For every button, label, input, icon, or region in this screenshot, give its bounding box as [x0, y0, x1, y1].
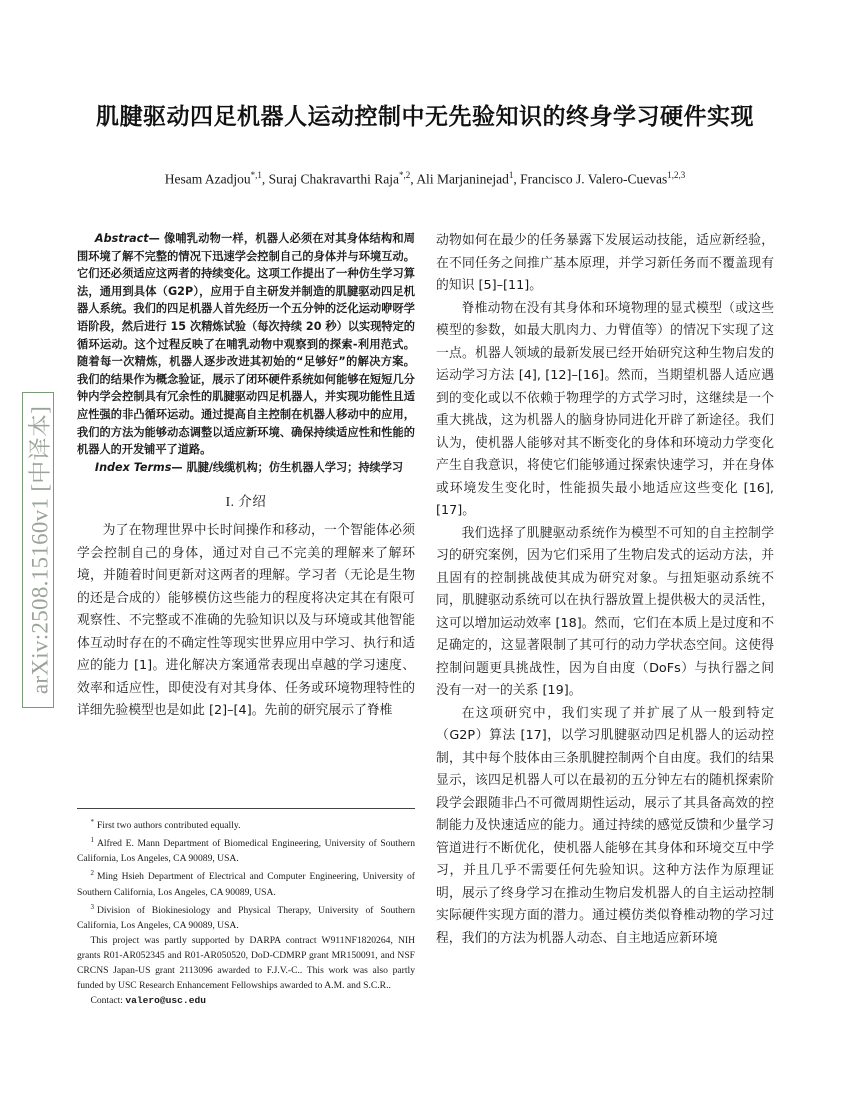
index-terms [77, 459, 415, 477]
footnote-text: First two authors contributed equally. [96, 820, 241, 832]
footnote-marker: * [90, 818, 94, 826]
author-name: Hesam Azadjou [164, 171, 251, 187]
body-paragraph: 我们选择了肌腱驱动系统作为模型不可知的自主控制学习的研究案例，因为它们采用了生物启发式的运动方法，并且固有的控制挑战使其成为研究对象。与扭矩驱动系统不同，肌腱驱动系统可以在执行器放置上提供极大的灵活性，这可以增加运动效率 [18]。然而，它们在本质上是过度和不足确定的，这显著限制了其可行的动力学状态空间。这使得控制问题更具挑战性，因为自由度（DoFs）与执行器之间没有一对一的关系 [19]。 [436, 525, 774, 698]
author-name: Suraj Chakravarthi Raja [268, 171, 400, 187]
contact-label: Contact: [90, 994, 123, 1006]
author-list: Hesam Azadjou$^{*,1}$, Suraj Chakravarthi Raja$^{*,2}$, Ali Marjaninejad$^1$, Francisco J. Valero-Cuevas$^{1,2,3}$ [164, 170, 686, 187]
footnote-marker: 1 [90, 836, 94, 845]
index-terms-text: — 肌腱/线缆机构；仿生机器人学习；持续学习 [171, 460, 404, 474]
abstract [77, 230, 415, 459]
right-column [436, 230, 774, 950]
body-paragraph: 为了在物理世界中长时间操作和移动，一个智能体必须学会控制自己的身体，通过对自己不完美的理解来了解环境，并随着时间更新对这两者的理解。学习者（无论是生物的还是合成的）能够模仿这些能力的程度将决定其在有限可观察性、不完整或不准确的先验知识以及与环境或其他智能体互动时存在的不确定性等现实世界应用中学习、执行和适应的能力 [1]。进化解决方案通常表现出卓越的学习速度、效率和适应性，即使没有对其身体、任务或环境物理特性的详细先验模型也是如此 [2]–[4]。先前的研究展示了脊椎 [77, 523, 415, 719]
left-column [77, 230, 415, 723]
index-terms-label: Index Terms [94, 460, 172, 474]
footnote-marker: 3 [90, 902, 94, 911]
body-paragraph: 在这项研究中，我们实现了并扩展了从一般到特定（G2P）算法 [17]，以学习肌腱驱动四足机器人的运动控制，其中每个肢体由三条肌腱控制两个自由度。我们的结果显示，该四足机器人可以在最初的五分钟左右的随机探索阶段学会跟随非凸不可微周期性运动，展示了其具备高效的控制能力及快速适应的能力。通过持续的感觉反馈和少量学习管道进行不断优化，使机器人能够在其身体和环境交互中学习，并且几乎不需要任何先验知识。这种方法作为原理证明，展示了终身学习在推动生物启发机器人的自主运动控制实际硬件实现方面的潜力。通过模仿类似脊椎动物的学习过程，我们的方法为机器人动态、自主地适应新环境 [436, 705, 774, 946]
author-name: Ali Marjaninejad [416, 171, 509, 187]
footnote-marker: 2 [90, 869, 94, 878]
footnote-text: Division of Biokinesiology and Physical Therapy, University of Southern California, Los Angeles, CA 90089, USA. [77, 904, 415, 931]
author-affiliation-marker: *,1 [250, 170, 262, 180]
author-affiliation-marker: 1,2,3 [667, 170, 686, 180]
footnotes [77, 808, 415, 1008]
footnote-affiliation [77, 833, 415, 866]
abstract-label: Abstract [94, 232, 149, 245]
footnote-contact [77, 993, 415, 1008]
footnote-text: Ming Hsieh Department of Electrical and Computer Engineering, University of Southern California, Los Angeles, CA 90089, USA. [77, 871, 415, 898]
body-paragraph: 动物如何在最少的任务暴露下发展运动技能，适应新经验，在不同任务之间推广基本原理，并学习新任务而不覆盖现有的知识 [5]–[11]。 [436, 233, 774, 293]
author-affiliation-marker: *,2 [399, 170, 411, 180]
contact-email[interactable]: valero@usc.edu [125, 994, 206, 1006]
paper-title: 肌腱驱动四足机器人运动控制中无先验知识的终身学习硬件实现 [96, 104, 754, 130]
abstract-text: — 像哺乳动物一样，机器人必须在对其身体结构和周围环境了解不完整的情况下迅速学会控制自己的身体并与环境互动。它们还必须适应这两者的持续变化。这项工作提出了一种仿生学习算法，通用到具体（G2P），应用于自主研发并制造的肌腱驱动四足机器人系统。我们的四足机器人首先经历一个五分钟的泛化运动咿呀学语阶段，然后进行 15 次精炼试验（每次持续 20 秒）以实现特定的循环运动。这个过程反映了在哺乳动物中观察到的探索-利用范式。随着每一次精炼，机器人逐步改进其初始的“足够好”的解决方案。我们的结果作为概念验证，展示了闭环硬件系统如何能够在短短几分钟内学会控制具有冗余性的肌腱驱动四足机器人，并实现功能性且适应性强的非凸循环运动。通过提高自主控制在机器人移动中的应用，我们的方法为能够动态调整以适应新环境、确保持续适应性和性能的机器人的开发铺平了道路。 [77, 232, 415, 457]
footnote-affiliation [77, 900, 415, 933]
author-name: Francisco J. Valero-Cuevas [520, 171, 668, 187]
author-affiliation-marker: 1 [508, 170, 514, 180]
footnote-equal-contribution [77, 815, 415, 833]
footnote-funding: This project was partly supported by DARPA contract W911NF1820264, NIH grants R01-AR052345 and R01-AR050520, DoD-CDMRP grant MR150091, and NSF CRCNS Japan-US grant 2113096 awarded to F.J.V.-C.. This work was also partly funded by USC Research Enhancement Fellowships awarded to A.M. and S.C.R.. [77, 934, 415, 991]
arxiv-side-stamp [22, 392, 54, 708]
footnote-text: Alfred E. Mann Department of Biomedical Engineering, University of Southern California, Los Angeles, CA 90089, USA. [77, 838, 415, 865]
section-heading: I. 介绍 [225, 494, 267, 510]
body-paragraph: 脊椎动物在没有其身体和环境物理的显式模型（或这些模型的参数，如最大肌肉力、力臂值等）的情况下实现了这一点。机器人领域的最新发展已经开始研究这种生物启发的运动学习方法 [4], [12]–[16]。然而，当期望机器人适应遇到的变化或以不依赖于物理学的方式学习时，这继续是一个重大挑战，这为机器人的脑身协同进化开辟了新途径。我们认为，使机器人能够对其不断变化的身体和环境动力学变化产生自我意识，将使它们能够通过探索快速学习，并在身体或环境发生变化时，性能损失最小地适应这些变化 [16], [17]。 [436, 300, 774, 518]
arxiv-id: arXiv:2508.15160v1 [中译本] [27, 405, 53, 695]
footnote-affiliation [77, 866, 415, 899]
